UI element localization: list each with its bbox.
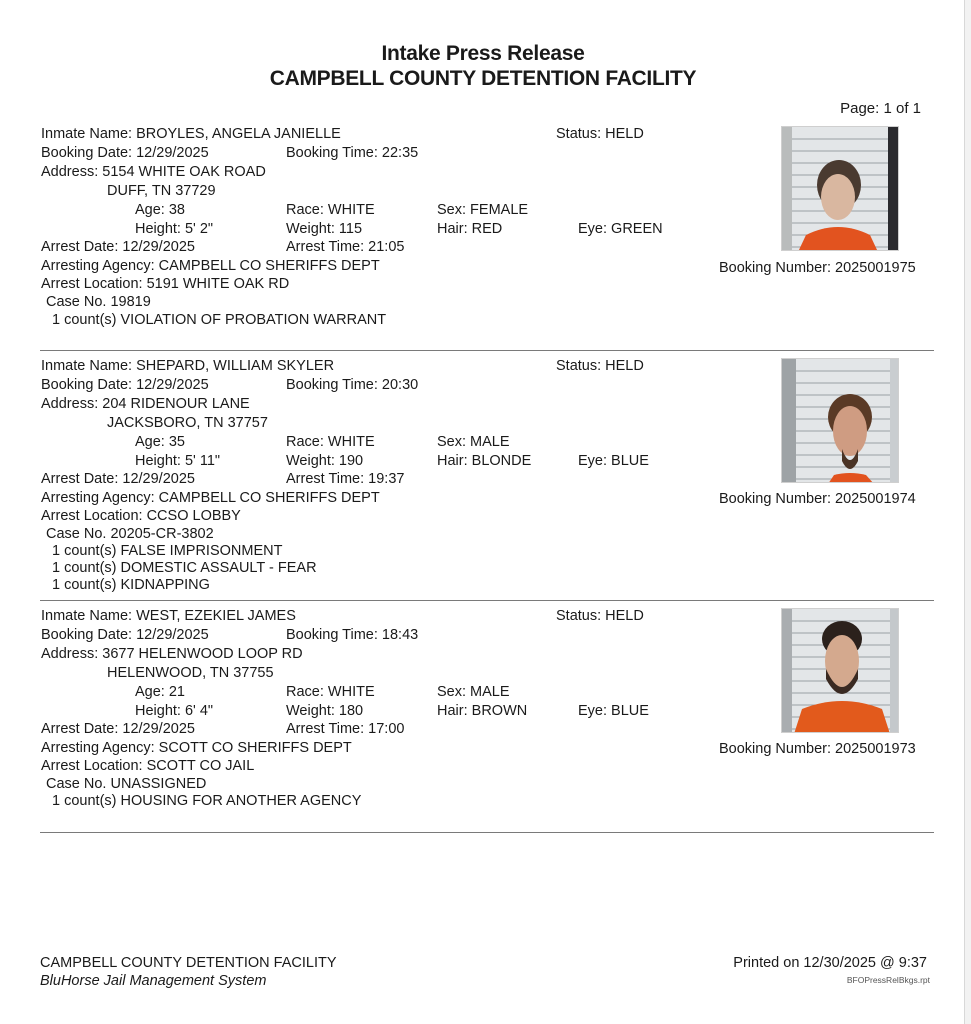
height: Height: 6' 4" — [135, 703, 214, 719]
sex: Sex: FEMALE — [437, 202, 529, 218]
arresting-agency: Arresting Agency: SCOTT CO SHERIFFS DEPT — [41, 740, 352, 756]
sex: Sex: MALE — [437, 684, 510, 700]
arrest-time: Arrest Time: 21:05 — [286, 239, 405, 255]
mugshot-photo — [781, 358, 899, 483]
weight: Weight: 180 — [286, 703, 364, 719]
mugshot-image — [782, 609, 899, 733]
race: Race: WHITE — [286, 202, 375, 218]
charge: 1 count(s) FALSE IMPRISONMENT — [52, 543, 283, 559]
record-divider — [40, 350, 934, 351]
booking-number: Booking Number: 2025001973 — [719, 741, 916, 757]
footer-system: BluHorse Jail Management System — [40, 973, 267, 989]
address-line1: Address: 3677 HELENWOOD LOOP RD — [41, 646, 303, 662]
case-number: Case No. UNASSIGNED — [46, 776, 207, 792]
booking-time: Booking Time: 18:43 — [286, 627, 419, 643]
arrest-location: Arrest Location: 5191 WHITE OAK RD — [41, 276, 290, 292]
footer-facility: CAMPBELL COUNTY DETENTION FACILITY — [40, 955, 337, 971]
race: Race: WHITE — [286, 434, 375, 450]
address-line2: JACKSBORO, TN 37757 — [107, 415, 268, 431]
booking-date: Booking Date: 12/29/2025 — [41, 627, 209, 643]
address-line1: Address: 5154 WHITE OAK ROAD — [41, 164, 266, 180]
eye: Eye: BLUE — [578, 703, 649, 719]
age: Age: 35 — [135, 434, 185, 450]
record-divider — [40, 600, 934, 601]
address-line2: HELENWOOD, TN 37755 — [107, 665, 274, 681]
arrest-location: Arrest Location: SCOTT CO JAIL — [41, 758, 255, 774]
mugshot-image — [782, 359, 899, 483]
charge: 1 count(s) KIDNAPPING — [52, 577, 210, 593]
status: Status: HELD — [556, 126, 644, 142]
inmate-record — [0, 608, 966, 828]
arrest-date: Arrest Date: 12/29/2025 — [41, 721, 195, 737]
race: Race: WHITE — [286, 684, 375, 700]
facility-title: CAMPBELL COUNTY DETENTION FACILITY — [269, 67, 697, 90]
booking-number: Booking Number: 2025001974 — [719, 491, 916, 507]
arresting-agency: Arresting Agency: CAMPBELL CO SHERIFFS DEPT — [41, 258, 380, 274]
mugshot-photo — [781, 126, 899, 251]
arrest-date: Arrest Date: 12/29/2025 — [41, 239, 195, 255]
mugshot-image — [782, 127, 899, 251]
printed-timestamp: Printed on 12/30/2025 @ 9:37 — [733, 955, 927, 971]
charge: 1 count(s) VIOLATION OF PROBATION WARRANT — [52, 312, 387, 328]
case-number: Case No. 20205-CR-3802 — [46, 526, 214, 542]
arresting-agency: Arresting Agency: CAMPBELL CO SHERIFFS DEPT — [41, 490, 380, 506]
eye: Eye: GREEN — [578, 221, 663, 237]
hair: Hair: BLONDE — [437, 453, 532, 469]
height: Height: 5' 2" — [135, 221, 214, 237]
page-number: Page: 1 of 1 — [840, 100, 921, 117]
arrest-location: Arrest Location: CCSO LOBBY — [41, 508, 241, 524]
inmate-name: Inmate Name: SHEPARD, WILLIAM SKYLER — [41, 358, 335, 374]
arrest-time: Arrest Time: 19:37 — [286, 471, 405, 487]
height: Height: 5' 11" — [135, 453, 221, 469]
weight: Weight: 115 — [286, 221, 363, 237]
inmate-name: Inmate Name: BROYLES, ANGELA JANIELLE — [41, 126, 341, 142]
report-title: Intake Press Release — [381, 42, 585, 65]
booking-date: Booking Date: 12/29/2025 — [41, 377, 209, 393]
mugshot-photo — [781, 608, 899, 733]
weight: Weight: 190 — [286, 453, 364, 469]
inmate-name: Inmate Name: WEST, EZEKIEL JAMES — [41, 608, 296, 624]
report-filename: BFOPressRelBkgs.rpt — [846, 975, 930, 985]
arrest-time: Arrest Time: 17:00 — [286, 721, 405, 737]
case-number: Case No. 19819 — [46, 294, 151, 310]
booking-time: Booking Time: 20:30 — [286, 377, 419, 393]
age: Age: 38 — [135, 202, 185, 218]
arrest-date: Arrest Date: 12/29/2025 — [41, 471, 195, 487]
status: Status: HELD — [556, 608, 644, 624]
hair: Hair: BROWN — [437, 703, 528, 719]
eye: Eye: BLUE — [578, 453, 649, 469]
hair: Hair: RED — [437, 221, 503, 237]
status: Status: HELD — [556, 358, 644, 374]
record-divider — [40, 832, 934, 833]
age: Age: 21 — [135, 684, 185, 700]
address-line1: Address: 204 RIDENOUR LANE — [41, 396, 250, 412]
booking-number: Booking Number: 2025001975 — [719, 260, 916, 276]
charge: 1 count(s) HOUSING FOR ANOTHER AGENCY — [52, 793, 362, 809]
inmate-record — [0, 126, 966, 346]
booking-date: Booking Date: 12/29/2025 — [41, 145, 209, 161]
booking-time: Booking Time: 22:35 — [286, 145, 419, 161]
charge: 1 count(s) DOMESTIC ASSAULT - FEAR — [52, 560, 317, 576]
address-line2: DUFF, TN 37729 — [107, 183, 216, 199]
sex: Sex: MALE — [437, 434, 510, 450]
inmate-record — [0, 358, 966, 598]
